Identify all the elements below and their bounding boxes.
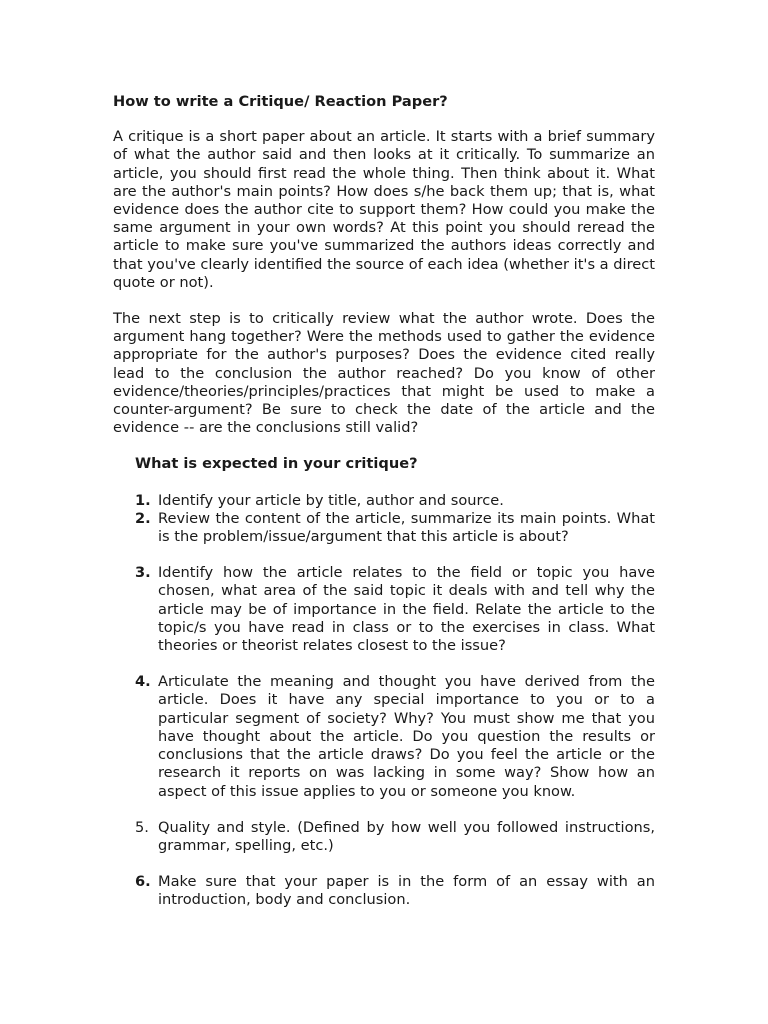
list-item-number: 4. [135, 673, 151, 691]
list-item-text: Identify how the article relates to the field or topic you have chosen, what area of the said topic it deals with and tell why the article may be of importance in the field. Relate the article to the topic/s you have read in class or to the exercises in class. What theories or theorist relates closest to the issue? [158, 564, 655, 655]
list-item-text: Quality and style. (Defined by how well you followed instructions, grammar, spelling, etc.) [158, 818, 655, 854]
list-item-text: Make sure that your paper is in the form of an essay with an introduction, body and conclusion. [158, 873, 655, 909]
list-item-number: 6. [135, 873, 151, 891]
list-item-text: Review the content of the article, summarize its main points. What is the problem/issue/argument that this article is about? [158, 509, 655, 546]
list-item [113, 492, 655, 510]
expectations-list [113, 492, 655, 910]
list-item [113, 564, 655, 655]
list-item [113, 819, 655, 855]
list-item-number: 2. [135, 509, 151, 527]
list-item-number: 3. [135, 564, 151, 582]
document-title: How to write a Critique/ Reaction Paper? [113, 93, 448, 110]
document-page [113, 93, 655, 910]
review-paragraph: The next step is to critically review what the author wrote. Does the argument hang together? Were the methods used to gather the evidence appropriate for the author's purposes? Does the evidence cited really lead to the conclusion the author reached? Do you know of other evidence/theories/principles/practices that might be used to make a counter-argument? Be sure to check the date of the article and the evidence -- are the conclusions still valid? [113, 310, 655, 437]
expectations-heading: What is expected in your critique? [135, 455, 418, 473]
list-item [113, 873, 655, 909]
list-item-text: Articulate the meaning and thought you have derived from the article. Does it have any special importance to you or to a particular segment of society? Why? You must show me that you have thought about the article. Do you question the results or conclusions that the article draws? Do you feel the article or the research it reports on was lacking in some way? Show how an aspect of this issue applies to you or someone you know. [158, 673, 655, 800]
list-item-number: 5. [135, 818, 149, 836]
list-item-number: 1. [135, 491, 151, 509]
list-item [113, 510, 655, 546]
intro-paragraph: A critique is a short paper about an article. It starts with a brief summary of what the author said and then looks at it critically. To summarize an article, you should first read the whole thing. Then think about it. What are the author's main points? How does s/he back them up; that is, what evidence does the author cite to support them? How could you make the same argument in your own words? At this point you should reread the article to make sure you've summarized the authors ideas correctly and that you've clearly identified the source of each idea (whether it's a direct quote or not). [113, 128, 655, 291]
list-item [113, 673, 655, 800]
list-item-text: Identify your article by title, author and source. [158, 491, 504, 509]
